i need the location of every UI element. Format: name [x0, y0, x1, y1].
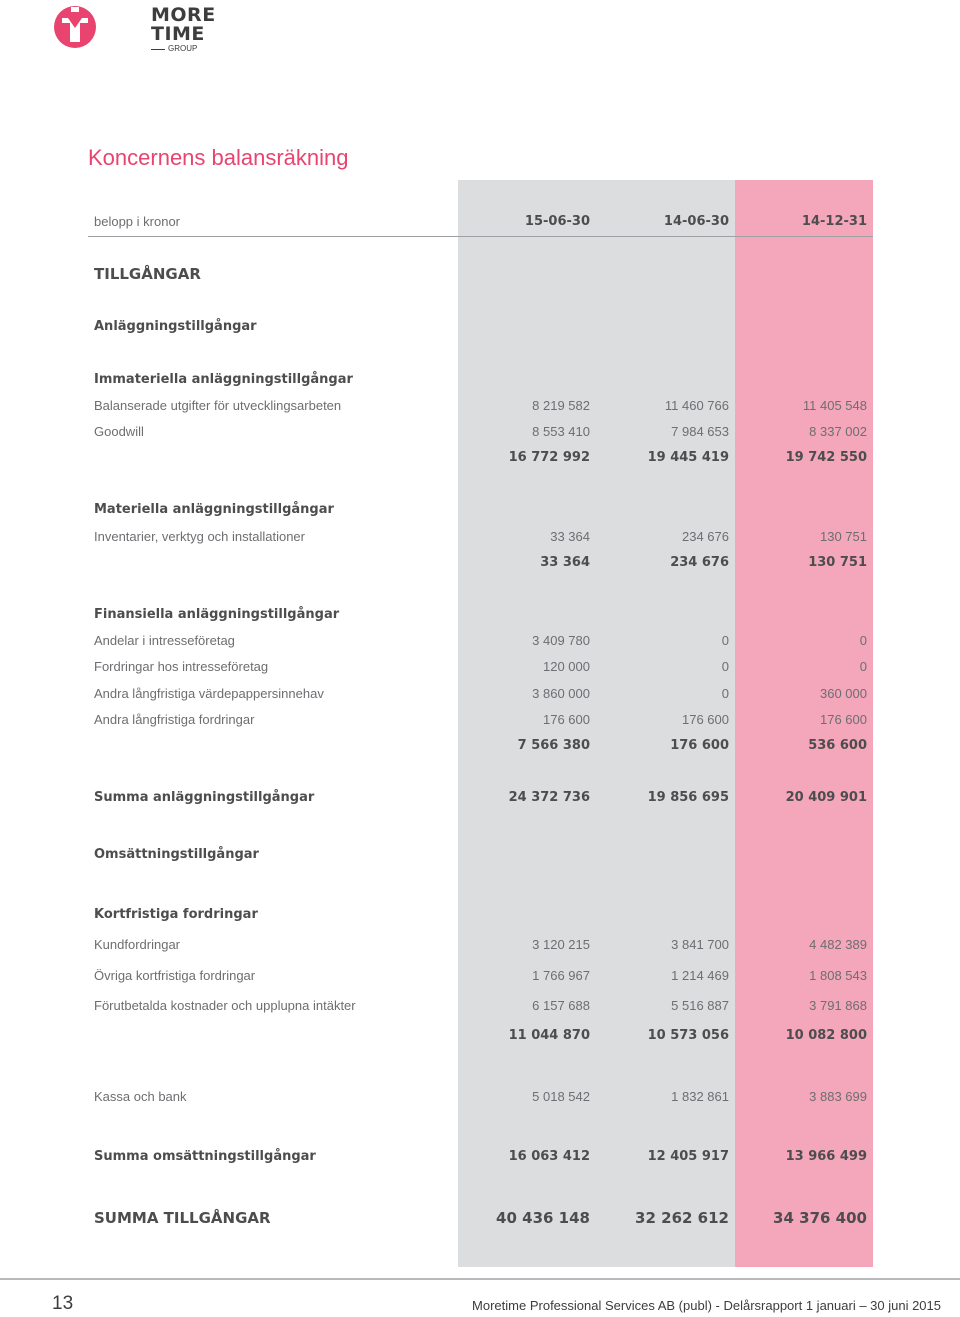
cell-c3: 0	[859, 659, 867, 674]
table-row	[0, 422, 960, 442]
row-label: Goodwill	[94, 424, 144, 439]
group-heading	[0, 500, 960, 520]
logo-more: MORE	[151, 4, 216, 26]
cell-c1: 3 409 780	[532, 633, 590, 648]
cell-c2: 10 573 056	[647, 1028, 729, 1043]
row-label: Inventarier, verktyg och installationer	[94, 529, 305, 544]
logo-time: TIME	[151, 23, 205, 45]
subtotal-row	[0, 448, 960, 468]
cell-c2: 0	[721, 686, 729, 701]
table-row	[0, 396, 960, 416]
cell-c2: 176 600	[670, 738, 729, 753]
section-heading	[0, 845, 960, 865]
row-label: Förutbetalda kostnader och upplupna intäkter	[94, 998, 356, 1013]
row-label: Summa omsättningstillgångar	[94, 1149, 316, 1164]
cell-c3: 10 082 800	[785, 1028, 867, 1043]
footer-text: Moretime Professional Services AB (publ) - Delårsrapport 1 januari – 30 juni 2015	[472, 1298, 941, 1313]
cell-c3: 176 600	[820, 712, 867, 727]
cell-c2: 1 214 469	[671, 968, 729, 983]
cell-c3: 4 482 389	[809, 937, 867, 952]
cell-c3: 3 883 699	[809, 1089, 867, 1104]
logo	[52, 4, 216, 53]
cell-c2: 11 460 766	[664, 398, 729, 413]
column-header-row	[0, 212, 960, 232]
cell-c2: 5 516 887	[671, 998, 729, 1013]
table-row	[0, 966, 960, 986]
table-row	[0, 1087, 960, 1107]
table-row	[0, 935, 960, 955]
row-label: Fordringar hos intresseföretag	[94, 659, 269, 674]
section-heading	[0, 264, 960, 284]
cell-c1: 16 063 412	[508, 1149, 590, 1164]
total-row	[0, 788, 960, 808]
cell-c3: 3 791 868	[809, 998, 867, 1013]
table-row	[0, 631, 960, 651]
cell-c1: 11 044 870	[508, 1028, 590, 1043]
row-label: Andelar i intresseföretag	[94, 633, 235, 648]
row-label: Kortfristiga fordringar	[94, 907, 258, 922]
table-row	[0, 710, 960, 730]
column-header-c3: 14-12-31	[801, 214, 867, 229]
cell-c2: 12 405 917	[647, 1149, 729, 1164]
page-number: 13	[52, 1293, 74, 1314]
section-heading	[0, 317, 960, 337]
cell-c1: 16 772 992	[508, 450, 590, 465]
cell-c3: 536 600	[808, 738, 867, 753]
total-row	[0, 1147, 960, 1167]
cell-c2: 234 676	[670, 555, 729, 570]
group-heading	[0, 370, 960, 390]
cell-c3: 130 751	[820, 529, 867, 544]
logo-mark-icon	[52, 4, 98, 50]
cell-c2: 19 445 419	[647, 450, 729, 465]
cell-c3: 360 000	[820, 686, 867, 701]
row-label: Andra långfristiga fordringar	[94, 712, 255, 727]
cell-c1: 24 372 736	[508, 790, 590, 805]
table-row	[0, 996, 960, 1016]
table-row	[0, 684, 960, 704]
cell-c3: 8 337 002	[809, 424, 867, 439]
cell-c1: 33 364	[540, 555, 590, 570]
cell-c2: 234 676	[682, 529, 729, 544]
header-divider	[88, 236, 873, 237]
cell-c3: 13 966 499	[785, 1149, 867, 1164]
cell-c1: 3 860 000	[532, 686, 590, 701]
cell-c3: 34 376 400	[773, 1209, 867, 1227]
cell-c2: 0	[721, 659, 729, 674]
cell-c2: 1 832 861	[671, 1089, 729, 1104]
cell-c1: 7 566 380	[517, 738, 590, 753]
column-header-c1: 15-06-30	[524, 214, 590, 229]
subtotal-row	[0, 1026, 960, 1046]
row-label: Balanserade utgifter för utvecklingsarbeten	[94, 398, 342, 413]
cell-c1: 3 120 215	[532, 937, 590, 952]
page-title: Koncernens balansräkning	[88, 145, 349, 170]
row-label: Materiella anläggningstillgångar	[94, 502, 334, 517]
table-row	[0, 527, 960, 547]
column-header-label: belopp i kronor	[94, 214, 180, 229]
cell-c1: 8 553 410	[532, 424, 590, 439]
table-row	[0, 657, 960, 677]
row-label: Andra långfristiga värdepappersinnehav	[94, 686, 324, 701]
cell-c3: 130 751	[808, 555, 867, 570]
cell-c3: 0	[859, 633, 867, 648]
logo-group-text: GROUP	[168, 44, 198, 53]
cell-c1: 6 157 688	[532, 998, 590, 1013]
cell-c1: 8 219 582	[532, 398, 590, 413]
cell-c1: 1 766 967	[532, 968, 590, 983]
cell-c1: 33 364	[550, 529, 590, 544]
cell-c1: 120 000	[543, 659, 590, 674]
row-label: Anläggningstillgångar	[94, 319, 257, 334]
cell-c2: 19 856 695	[647, 790, 729, 805]
row-label: Kundfordringar	[94, 937, 180, 952]
cell-c1: 40 436 148	[496, 1209, 590, 1227]
cell-c2: 0	[721, 633, 729, 648]
row-label: Immateriella anläggningstillgångar	[94, 372, 353, 387]
cell-c3: 11 405 548	[802, 398, 867, 413]
logo-group	[151, 45, 216, 53]
cell-c3: 20 409 901	[785, 790, 867, 805]
cell-c2: 32 262 612	[635, 1209, 729, 1227]
cell-c2: 3 841 700	[671, 937, 729, 952]
row-label: Övriga kortfristiga fordringar	[94, 968, 256, 983]
cell-c3: 19 742 550	[785, 450, 867, 465]
row-label: Summa anläggningstillgångar	[94, 790, 315, 805]
group-heading	[0, 605, 960, 625]
row-label: Finansiella anläggningstillgångar	[94, 607, 340, 622]
grand-total-row	[0, 1208, 960, 1228]
cell-c2: 176 600	[682, 712, 729, 727]
logo-wordmark	[151, 6, 216, 53]
cell-c1: 5 018 542	[532, 1089, 590, 1104]
logo-rule-left	[151, 49, 165, 50]
footer-divider	[0, 1278, 960, 1280]
subtotal-row	[0, 736, 960, 756]
row-label: TILLGÅNGAR	[94, 265, 201, 283]
row-label: Omsättningstillgångar	[94, 847, 259, 862]
cell-c2: 7 984 653	[671, 424, 729, 439]
subtotal-row	[0, 553, 960, 573]
cell-c3: 1 808 543	[809, 968, 867, 983]
row-label: SUMMA TILLGÅNGAR	[94, 1209, 271, 1227]
row-label: Kassa och bank	[94, 1089, 187, 1104]
group-heading	[0, 905, 960, 925]
cell-c1: 176 600	[543, 712, 590, 727]
column-header-c2: 14-06-30	[663, 214, 729, 229]
